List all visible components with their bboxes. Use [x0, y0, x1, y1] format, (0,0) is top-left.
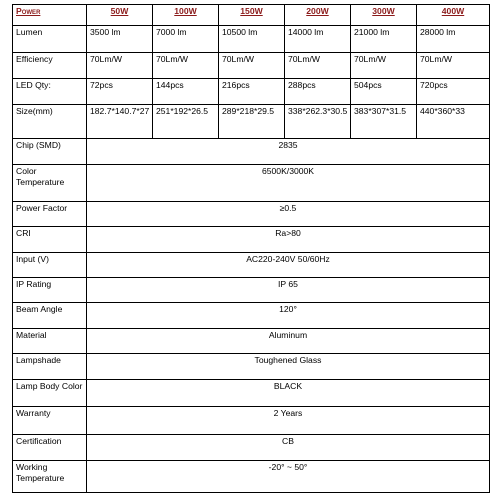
row-lamp-body-color — [13, 379, 490, 407]
cell-value: 251*192*26.5 — [153, 104, 219, 139]
row-label: Size(mm) — [13, 104, 87, 139]
cell-value: 70Lm/W — [285, 52, 351, 78]
row-cri — [13, 227, 490, 252]
row-size — [13, 104, 490, 139]
cell-value: 10500 lm — [219, 26, 285, 52]
row-chip — [13, 139, 490, 164]
merged-value: BLACK — [87, 379, 490, 407]
header-watt-200: 200W — [285, 5, 351, 26]
cell-value: 338*262.3*30.5 — [285, 104, 351, 139]
row-lampshade — [13, 354, 490, 379]
cell-value: 21000 lm — [351, 26, 417, 52]
cell-value: 288pcs — [285, 79, 351, 104]
cell-value: 72pcs — [87, 79, 153, 104]
row-label: CRI — [13, 227, 87, 252]
row-led-qty — [13, 79, 490, 104]
row-label: IP Rating — [13, 278, 87, 303]
header-power-label: Power — [13, 5, 87, 26]
row-label: Input (V) — [13, 252, 87, 277]
row-label: Lumen — [13, 26, 87, 52]
header-row — [13, 5, 490, 26]
row-label: Color Temperature — [13, 164, 87, 201]
merged-value: 120° — [87, 303, 490, 328]
cell-value: 720pcs — [417, 79, 490, 104]
header-watt-50: 50W — [87, 5, 153, 26]
cell-value: 70Lm/W — [87, 52, 153, 78]
row-label: Efficiency — [13, 52, 87, 78]
row-certification — [13, 434, 490, 460]
cell-value: 289*218*29.5 — [219, 104, 285, 139]
merged-value: 2835 — [87, 139, 490, 164]
merged-value: -20° ~ 50° — [87, 461, 490, 493]
cell-value: 70Lm/W — [153, 52, 219, 78]
cell-value: 440*360*33 — [417, 104, 490, 139]
cell-value: 504pcs — [351, 79, 417, 104]
cell-value: 28000 lm — [417, 26, 490, 52]
row-working-temperature — [13, 461, 490, 493]
row-label: Lamp Body Color — [13, 379, 87, 407]
merged-value: ≥0.5 — [87, 201, 490, 226]
row-label: Certification — [13, 434, 87, 460]
row-label: Beam Angle — [13, 303, 87, 328]
cell-value: 182.7*140.7*27 — [87, 104, 153, 139]
row-color-temperature — [13, 164, 490, 201]
header-watt-150: 150W — [219, 5, 285, 26]
row-warranty — [13, 407, 490, 435]
merged-value: Ra>80 — [87, 227, 490, 252]
row-label: Lampshade — [13, 354, 87, 379]
row-label: LED Qty: — [13, 79, 87, 104]
row-ip-rating — [13, 278, 490, 303]
row-input-voltage — [13, 252, 490, 277]
merged-value: IP 65 — [87, 278, 490, 303]
cell-value: 3500 lm — [87, 26, 153, 52]
header-watt-100: 100W — [153, 5, 219, 26]
merged-value: CB — [87, 434, 490, 460]
merged-value: 6500K/3000K — [87, 164, 490, 201]
merged-value: AC220-240V 50/60Hz — [87, 252, 490, 277]
merged-value: Aluminum — [87, 328, 490, 353]
header-watt-300: 300W — [351, 5, 417, 26]
cell-value: 216pcs — [219, 79, 285, 104]
cell-value: 7000 lm — [153, 26, 219, 52]
row-efficiency — [13, 52, 490, 78]
row-power-factor — [13, 201, 490, 226]
spec-table — [12, 4, 490, 493]
header-watt-400: 400W — [417, 5, 490, 26]
row-label: Warranty — [13, 407, 87, 435]
cell-value: 70Lm/W — [351, 52, 417, 78]
cell-value: 144pcs — [153, 79, 219, 104]
row-material — [13, 328, 490, 353]
cell-value: 14000 lm — [285, 26, 351, 52]
row-beam-angle — [13, 303, 490, 328]
row-lumen — [13, 26, 490, 52]
merged-value: 2 Years — [87, 407, 490, 435]
cell-value: 383*307*31.5 — [351, 104, 417, 139]
row-label: Power Factor — [13, 201, 87, 226]
row-label: Working Temperature — [13, 461, 87, 493]
row-label: Material — [13, 328, 87, 353]
row-label: Chip (SMD) — [13, 139, 87, 164]
cell-value: 70Lm/W — [219, 52, 285, 78]
merged-value: Toughened Glass — [87, 354, 490, 379]
cell-value: 70Lm/W — [417, 52, 490, 78]
